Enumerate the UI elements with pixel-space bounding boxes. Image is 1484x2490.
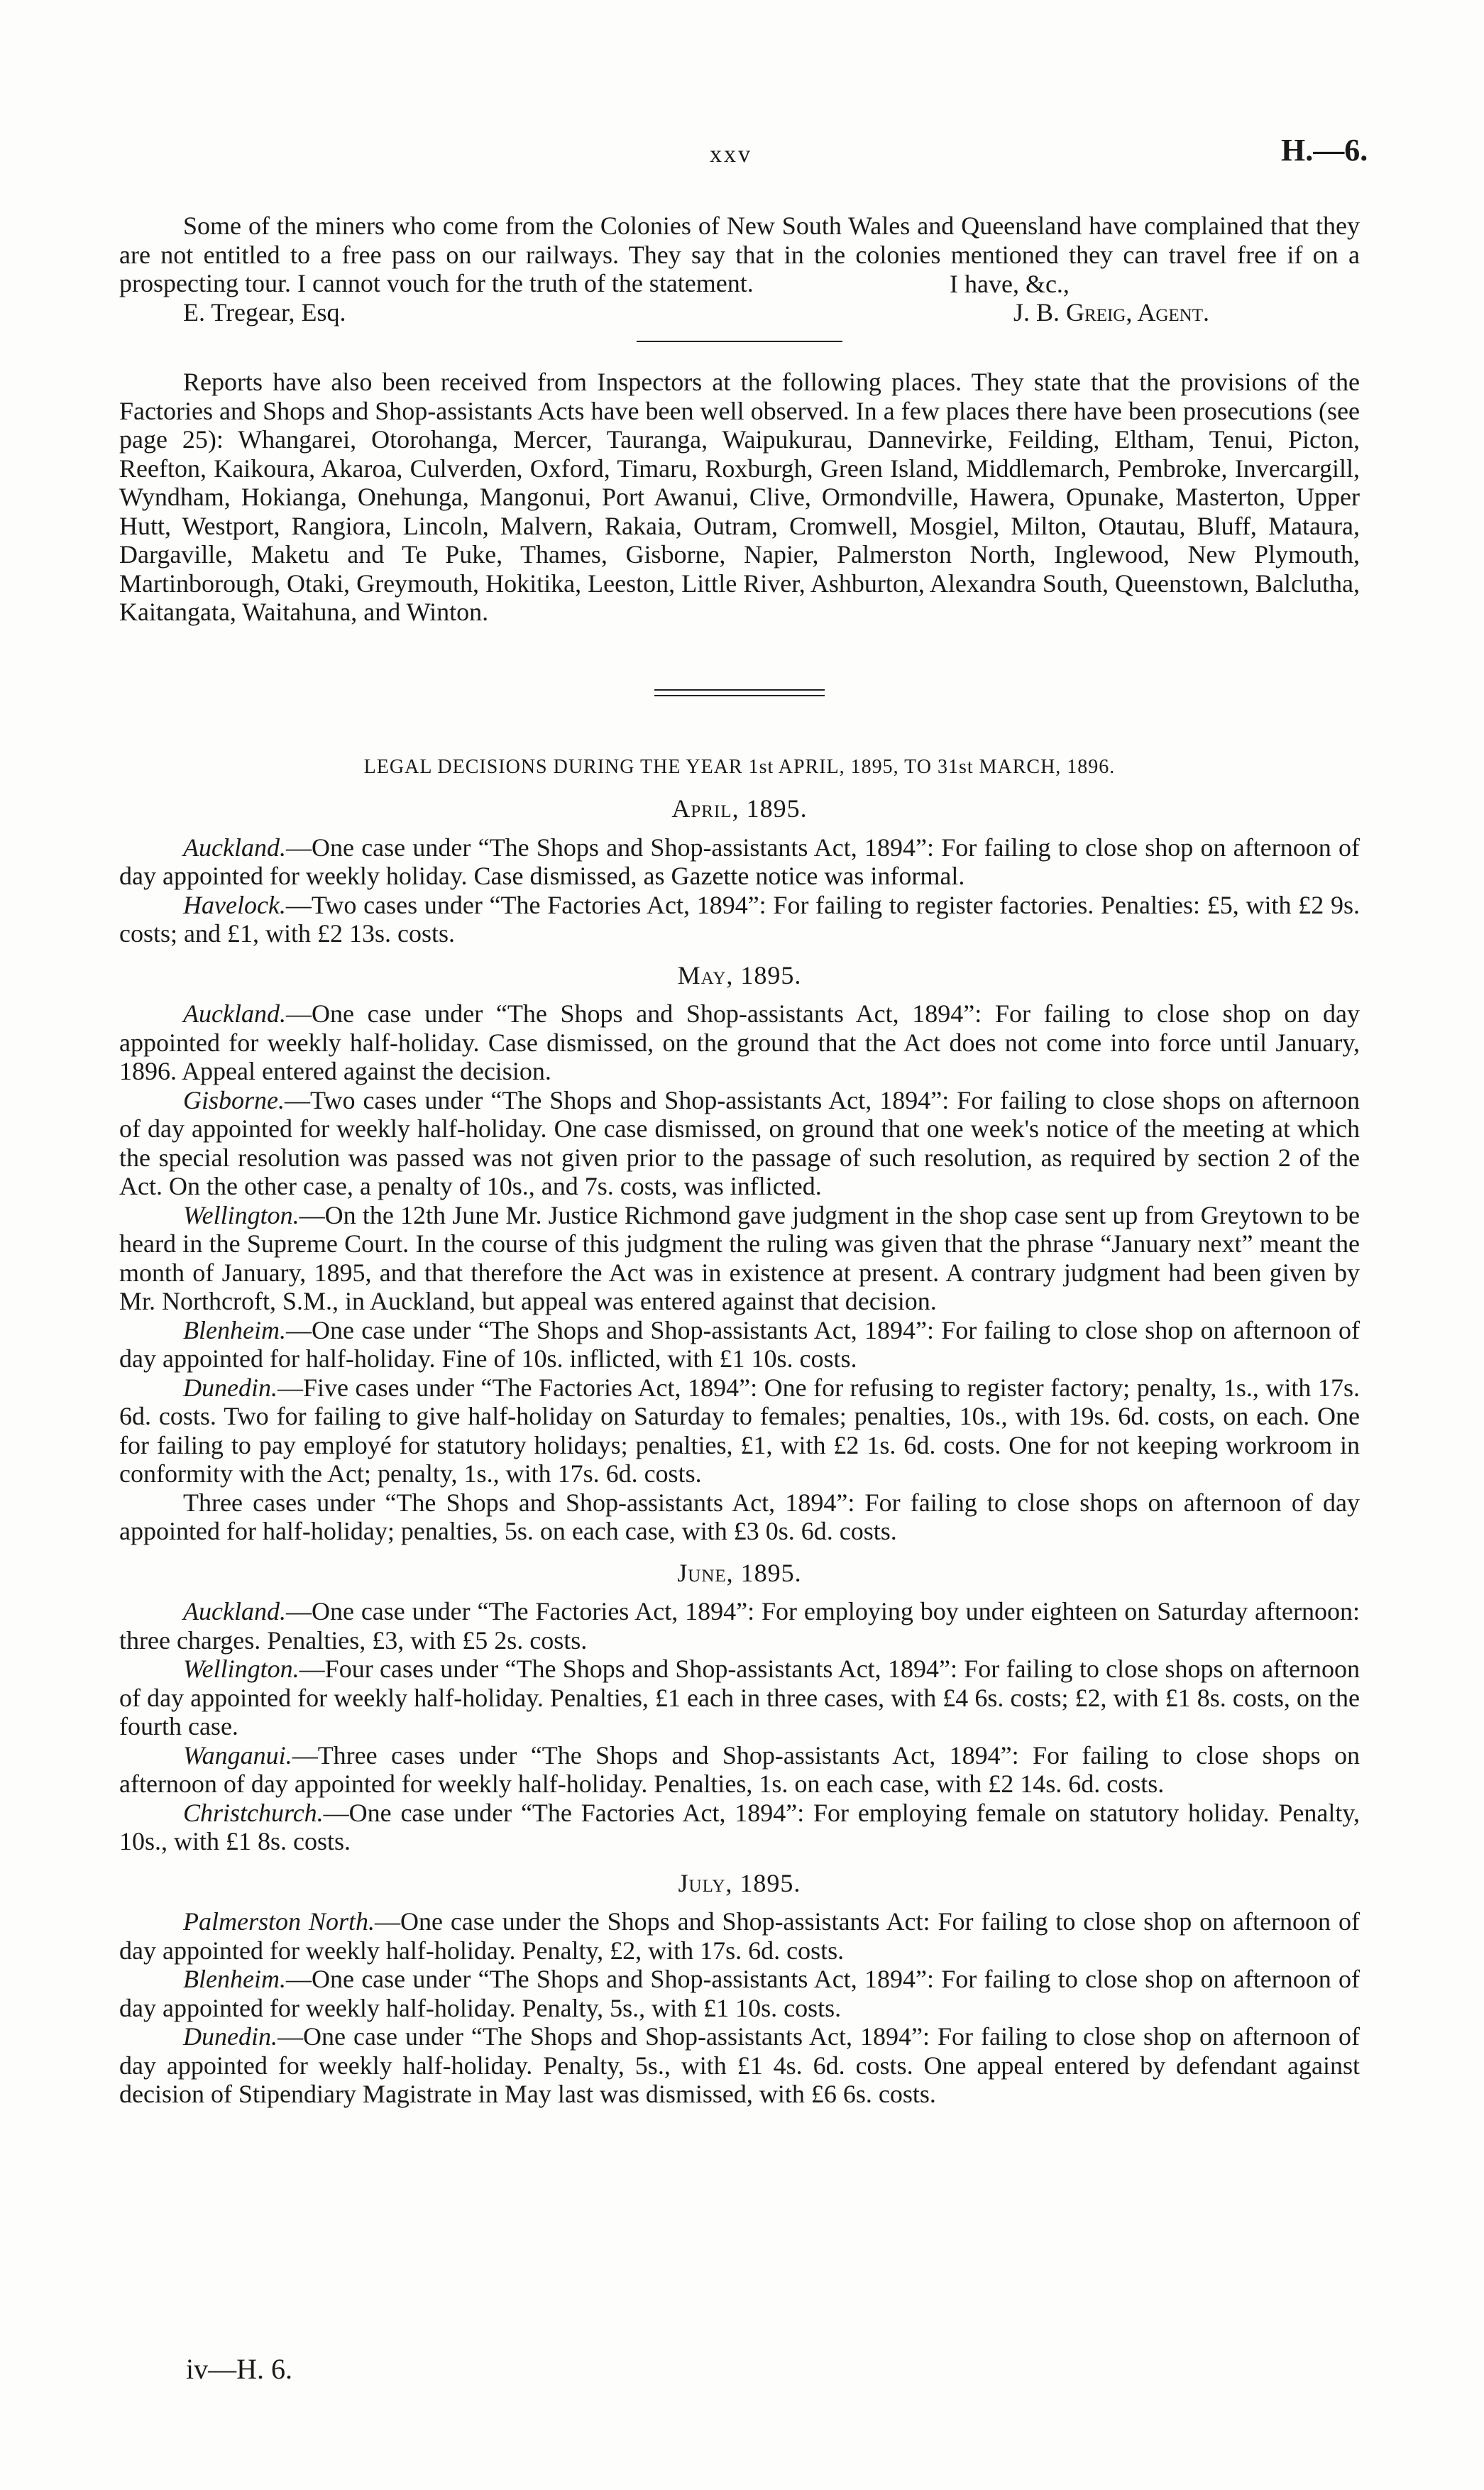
- case-description: —One case under “The Shops and Shop-assistants Act, 1894”: For failing to close shop on afternoon of day appointed for weekly half-holiday. Penalty, 5s., with £1 4s. 6d. costs. One appeal entered by defendant against decision of Stipendiary Magistrate in May last was dismissed, with £6 6s. costs.: [119, 2022, 1360, 2108]
- page-numeral: xxv: [710, 141, 752, 168]
- case-description: —One case under “The Factories Act, 1894”: For employing boy under eighteen on Saturday afternoon: three charges. Penalties, £3, with £5 2s. costs.: [119, 1597, 1360, 1655]
- case-location: Blenheim.: [183, 1965, 286, 1993]
- case-description: —Two cases under “The Shops and Shop-assistants Act, 1894”: For failing to close shops on afternoon of day appointed for weekly half-holiday. One case dismissed, on ground that one week's notice of the meeting at which the special resolution was passed was not given prior to the passage of such resolution, as required by section 2 of the Act. On the other case, a penalty of 10s., and 7s. costs, was inflicted.: [119, 1085, 1360, 1200]
- case-description: Three cases under “The Shops and Shop-assistants Act, 1894”: For failing to close shops on afternoon of day appointed for half-holiday; penalties, 5s. on each case, with £3 0s. 6d. costs.: [119, 1488, 1360, 1545]
- legal-case-entry: [119, 1907, 1360, 1965]
- legal-case-entry: [119, 1597, 1360, 1655]
- legal-case-entry: [119, 1655, 1360, 1741]
- case-description: —One case under “The Shops and Shop-assistants Act, 1894”: For failing to close shop on afternoon of day appointed for weekly holiday. Case dismissed, as Gazette notice was informal.: [119, 833, 1360, 890]
- legal-case-entry: [119, 891, 1360, 948]
- case-description: —One case under “The Shops and Shop-assistants Act, 1894”: For failing to close shop on afternoon of day appointed for weekly half-holiday. Penalty, 5s., with £1 10s. costs.: [119, 1965, 1360, 2022]
- case-description: —One case under “The Shops and Shop-assistants Act, 1894”: For failing to close shop on afternoon of day appointed for half-holiday. Fine of 10s. inflicted, with £1 10s. costs.: [119, 1315, 1360, 1373]
- case-location: Auckland.: [183, 1597, 286, 1625]
- case-location: Wanganui.: [183, 1740, 292, 1770]
- letter-signoff-row: [119, 298, 1360, 328]
- legal-case-entry: [119, 1316, 1360, 1373]
- case-location: Dunedin.: [183, 1373, 277, 1402]
- case-description: —Two cases under “The Factories Act, 1894”: For failing to register factories. Penalties: £5, with £2 9s. costs; and £1, with £2 13s. costs.: [119, 890, 1360, 948]
- legal-case-entry: [119, 1488, 1360, 1546]
- legal-case-entry: [119, 1799, 1360, 1856]
- case-location: Auckland.: [183, 999, 286, 1028]
- case-description: —Five cases under “The Factories Act, 1894”: One for refusing to register factory; penalty, 1s., with 17s. 6d. costs. Two for failing to give half-holiday on Saturday to females; penalties, 10s., with 19s. 6d. costs, on each. One for failing to pay employé for statutory holidays; penalties, £1, with £2 1s. 6d. costs. One for not keeping workroom in conformity with the Act; penalty, 1s., with 17s. 6d. costs.: [119, 1373, 1360, 1488]
- legal-case-entry: [119, 2022, 1360, 2109]
- case-location: Gisborne.: [183, 1085, 285, 1114]
- case-description: —One case under the Shops and Shop-assistants Act: For failing to close shop on afternoon of day appointed for weekly half-holiday. Penalty, £2, with 17s. 6d. costs.: [119, 1907, 1360, 1965]
- letter-closing: I have, &c.,: [950, 269, 1070, 298]
- case-location: Christchurch.: [183, 1798, 324, 1827]
- case-location: Wellington.: [183, 1200, 299, 1229]
- month-heading: June, 1895.: [677, 1558, 802, 1587]
- legal-case-entry: [119, 1965, 1360, 2022]
- case-description: —Four cases under “The Shops and Shop-assistants Act, 1894”: For failing to close shops on afternoon of day appointed for weekly half-holiday. Penalties, £1 each in three cases, with £4 6s. costs; £2, with £1 8s. costs, on the fourth case.: [119, 1655, 1360, 1740]
- letter-signatory: J. B. Greig, Agent.: [1013, 298, 1210, 327]
- case-location: Wellington.: [183, 1655, 299, 1683]
- letter-body: Some of the miners who come from the Colonies of New South Wales and Queensland have complained that they are not entitled to a free pass on our railways. They say that in the colonies mentioned they can travel free if on a prospecting tour. I cannot vouch for the truth of the statement.: [119, 212, 1360, 297]
- legal-case-entry: [119, 833, 1360, 891]
- legal-case-entry: [119, 1086, 1360, 1201]
- section-double-rule: [654, 689, 825, 696]
- letter-addressee: E. Tregear, Esq.: [183, 298, 346, 327]
- case-location: Dunedin.: [183, 2022, 277, 2051]
- case-location: Havelock.: [183, 890, 286, 919]
- section-heading: LEGAL DECISIONS DURING THE YEAR 1st APRIL, 1895, TO 31st MARCH, 1896.: [363, 755, 1116, 778]
- document-reference: H.—6.: [1281, 133, 1368, 168]
- month-heading: May, 1895.: [677, 960, 802, 989]
- inspectors-paragraph: Reports have also been received from Inspectors at the following places. They state that the provisions of the Factories and Shops and Shop-assistants Acts have been well observed. In a few places there have been prosecutions (see page 25): Whangarei, Otorohanga, Mercer, Tauranga, Waipukurau, Dannevirke, Feilding, Eltham, Tenui, Picton, Reefton, Kaikoura, Akaroa, Culverden, Oxford, Timaru, Roxburgh, Green Island, Middlemarch, Pembroke, Invercargill, Wyndham, Hokianga, Onehunga, Mangonui, Port Awanui, Clive, Ormondville, Hawera, Opunake, Masterton, Upper Hutt, Westport, Rangiora, Lincoln, Malvern, Rakaia, Outram, Cromwell, Mosgiel, Milton, Otautau, Bluff, Mataura, Dargaville, Maketu and Te Puke, Thames, Gisborne, Napier, Palmerston North, Inglewood, New Plymouth, Martinborough, Otaki, Greymouth, Hokitika, Leeston, Little River, Ashburton, Alexandra South, Queenstown, Balclutha, Kaitangata, Waitahuna, and Winton.: [119, 368, 1360, 626]
- case-description: —Three cases under “The Shops and Shop-assistants Act, 1894”: For failing to close shops on afternoon of day appointed for weekly half-holiday. Penalties, 1s. on each case, with £2 14s. 6d. costs.: [119, 1740, 1360, 1798]
- legal-case-entry: [119, 1741, 1360, 1799]
- legal-case-entry: [119, 999, 1360, 1086]
- case-location: Palmerston North.: [183, 1907, 375, 1936]
- legal-decisions-list: [119, 794, 1360, 2109]
- month-heading: July, 1895.: [678, 1868, 801, 1897]
- page-content: [119, 212, 1360, 2109]
- case-description: —One case under “The Factories Act, 1894”: For employing female on statutory holiday. Penalty, 10s., with £1 8s. costs.: [119, 1798, 1360, 1855]
- case-location: Auckland.: [183, 833, 286, 862]
- legal-case-entry: [119, 1201, 1360, 1316]
- short-divider: [637, 341, 842, 342]
- printer-signature-mark: iv—H. 6.: [186, 2353, 292, 2385]
- case-description: —One case under “The Shops and Shop-assistants Act, 1894”: For failing to close shop on day appointed for weekly half-holiday. Case dismissed, on the ground that the Act does not come into force until January, 1896. Appeal entered against the decision.: [119, 999, 1360, 1085]
- case-description: —On the 12th June Mr. Justice Richmond gave judgment in the shop case sent up from Greytown to be heard in the Supreme Court. In the course of this judgment the ruling was given that the phrase “January next” meant the month of January, 1895, and that therefore the Act was in existence at present. A contrary judgment had been given by Mr. Northcroft, S.M., in Auckland, but appeal was entered against that decision.: [119, 1200, 1360, 1315]
- case-location: Blenheim.: [183, 1315, 286, 1344]
- legal-case-entry: [119, 1373, 1360, 1488]
- month-heading: April, 1895.: [671, 794, 808, 823]
